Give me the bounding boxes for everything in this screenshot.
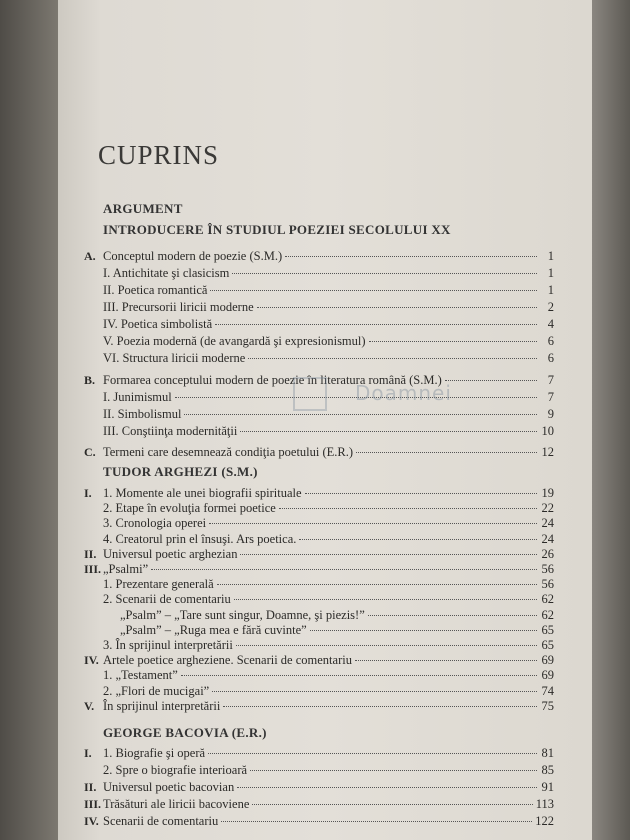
entry-page: 56 bbox=[541, 562, 554, 576]
entry-text: 3. Cronologia operei bbox=[103, 516, 207, 531]
entry-page: 56 bbox=[541, 577, 554, 592]
entry-page: 85 bbox=[541, 763, 554, 777]
book-page bbox=[58, 0, 592, 840]
toc-entry-a2 bbox=[58, 283, 592, 299]
toc-entry bbox=[58, 797, 592, 813]
entry-text: Termeni care desemnează condiţia poetului (E.R.) bbox=[103, 445, 354, 459]
entry-text: II. Poetica romantică bbox=[103, 283, 208, 297]
entry-text: Universul poetic bacovian bbox=[103, 780, 235, 794]
entry-page: 62 bbox=[541, 592, 554, 607]
entry-page: 4 bbox=[547, 317, 554, 331]
entry-text: IV. Poetica simbolistă bbox=[103, 317, 213, 331]
entry-text: În sprijinul interpretării bbox=[103, 698, 221, 713]
entry-page: 7 bbox=[547, 390, 554, 404]
entry-text: „Psalm” – „Ruga mea e fără cuvinte” bbox=[120, 622, 307, 637]
page-title: CUPRINS bbox=[98, 140, 220, 170]
toc-entry-a4 bbox=[58, 317, 592, 333]
entry-mark: IV. bbox=[84, 653, 99, 668]
entry-mark: A. bbox=[84, 249, 96, 263]
toc-entry bbox=[58, 623, 592, 639]
entry-page: 6 bbox=[547, 351, 554, 365]
entry-mark: IV. bbox=[84, 814, 99, 828]
entry-page: 69 bbox=[541, 668, 554, 683]
watermark-text: Doamnei bbox=[355, 381, 452, 405]
toc-entry bbox=[58, 608, 592, 624]
entry-text: 1. Momente ale unei biografii spirituale bbox=[103, 486, 302, 500]
entry-page: 2 bbox=[547, 300, 554, 314]
entry-text: 3. În sprijinul interpretării bbox=[103, 638, 233, 652]
entry-page: 12 bbox=[541, 445, 554, 459]
entry-text: 2. Spre o biografie interioară bbox=[103, 763, 248, 777]
entry-page: 26 bbox=[541, 546, 554, 561]
toc-entry-b3 bbox=[58, 424, 592, 440]
entry-text: „Psalm” – „Tare sunt singur, Doamne, şi piezis!” bbox=[120, 607, 365, 622]
entry-text: III. Conştiinţa modernităţii bbox=[103, 424, 238, 438]
entry-text: Artele poetice argheziene. Scenarii de comentariu bbox=[103, 653, 352, 668]
entry-text: 2. Etape în evoluţia formei poetice bbox=[103, 501, 276, 516]
entry-page: 19 bbox=[541, 486, 554, 500]
entry-text: 1. „Testament” bbox=[103, 668, 178, 683]
entry-page: 91 bbox=[541, 780, 554, 794]
entry-text: Formarea conceptului modern de poezie în literatura română (S.M.) bbox=[103, 373, 442, 387]
entry-page: 75 bbox=[541, 698, 554, 713]
entry-text: Trăsături ale liricii bacoviene bbox=[103, 797, 250, 811]
arghezi-heading: TUDOR ARGHEZI (S.M.) bbox=[103, 464, 258, 479]
entry-mark: II. bbox=[84, 780, 97, 794]
entry-mark: C. bbox=[84, 445, 96, 459]
entry-page: 1 bbox=[547, 249, 554, 263]
entry-mark: I. bbox=[84, 486, 92, 500]
entry-text: Conceptul modern de poezie (S.M.) bbox=[103, 249, 283, 263]
entry-mark: I. bbox=[84, 746, 92, 760]
entry-page: 1 bbox=[547, 266, 554, 280]
toc-entry bbox=[58, 699, 592, 715]
toc-entry-c bbox=[58, 445, 592, 461]
toc-entry-a5 bbox=[58, 334, 592, 350]
toc-entry-a bbox=[58, 249, 592, 265]
entry-text: II. Simbolismul bbox=[103, 407, 182, 421]
entry-page: 74 bbox=[541, 683, 554, 698]
entry-page: 24 bbox=[541, 516, 554, 531]
entry-text: VI. Structura liricii moderne bbox=[103, 351, 246, 365]
entry-page: 24 bbox=[541, 531, 554, 546]
bacovia-heading: GEORGE BACOVIA (E.R.) bbox=[103, 725, 267, 740]
toc-entry bbox=[58, 780, 592, 796]
toc-entry bbox=[58, 746, 592, 762]
entry-page: 122 bbox=[535, 814, 554, 828]
entry-text: I. Junimismul bbox=[103, 390, 172, 404]
toc-entry bbox=[58, 668, 592, 684]
watermark-box-icon bbox=[293, 377, 327, 411]
entry-mark: II. bbox=[84, 546, 97, 561]
toc-entry bbox=[58, 653, 592, 669]
entry-text: „Psalmi” bbox=[103, 562, 149, 576]
toc-entry bbox=[58, 577, 592, 593]
entry-text: 4. Creatorul prin el însuşi. Ars poetica. bbox=[103, 531, 297, 546]
entry-page: 22 bbox=[541, 501, 554, 516]
book-spine-shadow bbox=[0, 0, 58, 840]
entry-mark: III. bbox=[84, 797, 102, 811]
entry-text: 2. Scenarii de comentariu bbox=[103, 592, 231, 607]
entry-page: 1 bbox=[547, 283, 554, 297]
entry-mark: III. bbox=[84, 562, 102, 576]
entry-text: 2. „Flori de mucigai” bbox=[103, 683, 210, 698]
toc-entry-a3 bbox=[58, 300, 592, 316]
toc-entry-a6 bbox=[58, 351, 592, 367]
entry-page: 7 bbox=[547, 373, 554, 387]
entry-text: Scenarii de comentariu bbox=[103, 814, 219, 828]
toc-entry bbox=[58, 547, 592, 563]
entry-page: 69 bbox=[541, 653, 554, 668]
toc-entry bbox=[58, 562, 592, 578]
entry-text: 1. Biografie şi operă bbox=[103, 746, 206, 760]
entry-page: 10 bbox=[541, 424, 554, 438]
toc-entry bbox=[58, 516, 592, 532]
entry-page: 65 bbox=[541, 638, 554, 652]
entry-mark: V. bbox=[84, 698, 95, 713]
entry-page: 9 bbox=[547, 407, 554, 421]
entry-page: 6 bbox=[547, 334, 554, 348]
entry-text: V. Poezia modernă (de avangardă şi expresionismul) bbox=[103, 334, 366, 348]
toc-entry bbox=[58, 638, 592, 654]
toc-entry bbox=[58, 501, 592, 517]
argument-heading: ARGUMENT bbox=[103, 201, 183, 216]
entry-text: I. Antichitate şi clasicism bbox=[103, 266, 230, 280]
entry-page: 113 bbox=[535, 797, 554, 811]
toc-entry-a1 bbox=[58, 266, 592, 282]
entry-text: III. Precursorii liricii moderne bbox=[103, 300, 254, 314]
toc-entry bbox=[58, 592, 592, 608]
entry-mark: B. bbox=[84, 373, 96, 387]
toc-entry bbox=[58, 486, 592, 502]
background-edge bbox=[592, 0, 630, 840]
toc-entry bbox=[58, 532, 592, 548]
entry-page: 81 bbox=[541, 746, 554, 760]
watermark-logo bbox=[293, 377, 455, 413]
entry-text: 1. Prezentare generală bbox=[103, 577, 214, 592]
intro-heading: INTRODUCERE ÎN STUDIUL POEZIEI SECOLULUI XX bbox=[103, 222, 451, 237]
toc-entry bbox=[58, 684, 592, 700]
entry-page: 65 bbox=[541, 622, 554, 637]
entry-page: 62 bbox=[541, 607, 554, 622]
entry-text: Universul poetic arghezian bbox=[103, 546, 238, 561]
toc-entry bbox=[58, 814, 592, 830]
toc-entry bbox=[58, 763, 592, 779]
